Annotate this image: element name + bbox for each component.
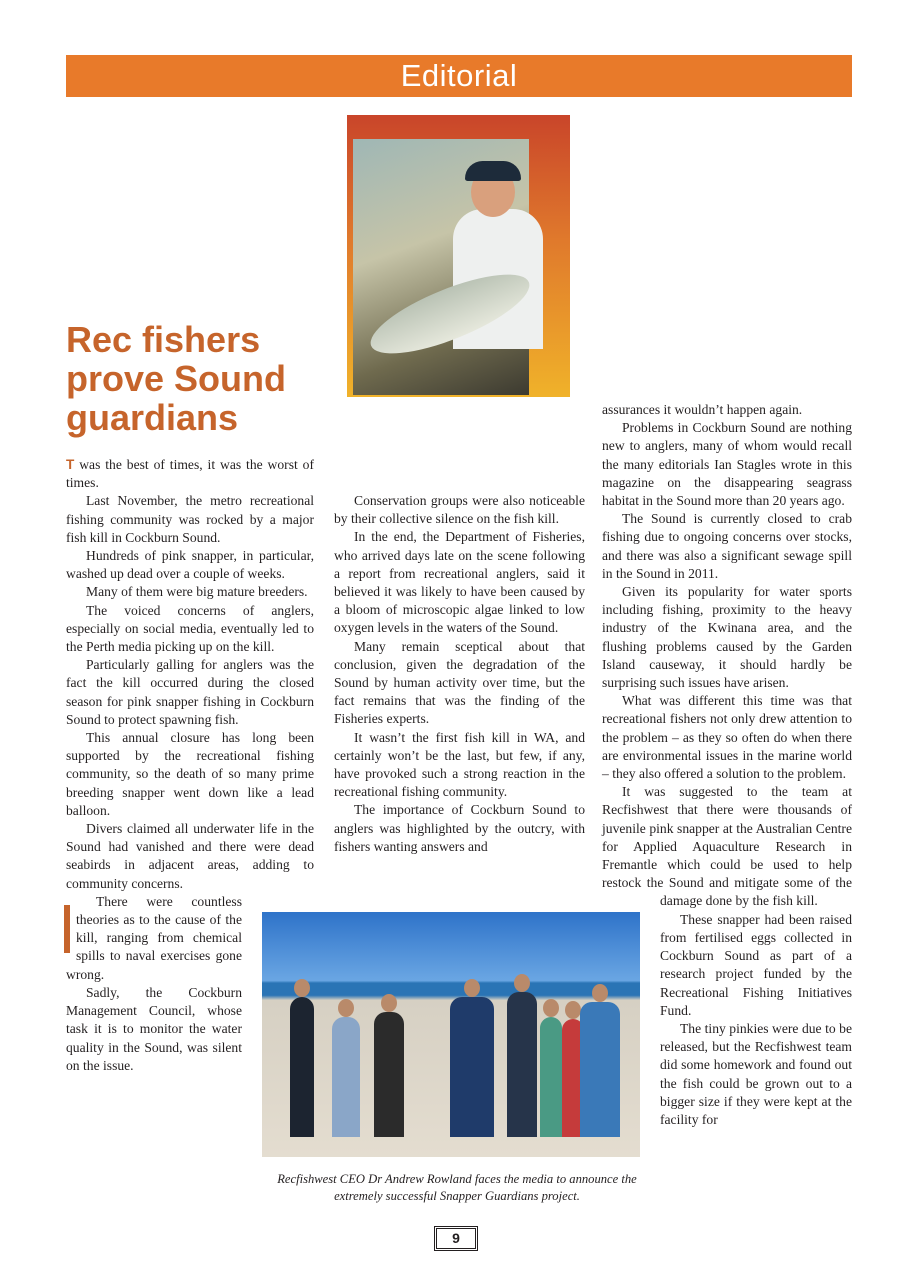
paragraph: The importance of Cockburn Sound to anglers was highlighted by the outcry, with fishers wanting answers and	[334, 802, 585, 854]
photo-caption: Recfishwest CEO Dr Andrew Rowland faces the media to announce the extremely successful Snapper Guardians project.	[277, 1172, 637, 1203]
paragraph: Sadly, the Cockburn Management Council, whose task it is to monitor the water quality in the Sound, was silent on the issue.	[66, 984, 242, 1073]
paragraph: What was different this time was that recreational fishers not only drew attention to the problem – as they so often do when there are environmental issues in the marine world – they also offered a solution to the problem.	[602, 693, 852, 782]
paragraph: Hundreds of pink snapper, in particular, washed up dead over a couple of weeks.	[66, 548, 314, 582]
paragraph: Divers claimed all underwater life in the Sound had vanished and there were dead seabirds in adjacent areas, adding to community concerns.	[66, 821, 314, 891]
paragraph: The Sound is currently closed to crab fishing due to ongoing concerns over stocks, and there was also a significant sewage spill in the Sound in 2011.	[602, 511, 852, 581]
paragraph: In the end, the Department of Fisheries, who arrived days late on the scene following a report from recreational anglers, said it believed it was likely to have been caused by a bloom of microscopic algae linked to low oxygen levels in the waters of the Sound.	[334, 529, 585, 636]
paragraph: assurances it wouldn’t happen again.	[602, 402, 803, 417]
media-conference-photo	[262, 912, 640, 1157]
paragraph: Last November, the metro recreational fishing community was rocked by a major fish kill in Cockburn Sound.	[66, 493, 314, 545]
page-number: 9	[434, 1226, 478, 1251]
paragraph: The tiny pinkies were due to be released, but the Recfishwest team did some homework and found out the fish could be grown out to a bigger size if they were kept at the facility for	[660, 1020, 852, 1127]
paragraph: It wasn’t the first fish kill in WA, and certainly won’t be the last, but few, if any, have provoked such a strong reaction in the recreational fishing community.	[334, 729, 585, 800]
paragraph: Particularly galling for anglers was the fact the kill occurred during the closed season for pink snapper fishing in Cockburn Sound to protect spawning fish.	[66, 657, 314, 727]
angler-with-fish-photo	[347, 115, 570, 397]
paragraph: There were countless theories as to the cause of the kill, ranging from chemical spills to naval exercises gone wrong.	[66, 893, 242, 982]
paragraph: Many remain sceptical about that conclusion, given the degradation of the Sound by human activity over time, but the fact remains that was the finding of the Fisheries experts.	[334, 638, 585, 727]
section-banner: Editorial	[66, 55, 852, 97]
paragraph: Conservation groups were also noticeable by their collective silence on the fish kill.	[334, 493, 585, 527]
paragraph: Problems in Cockburn Sound are nothing new to anglers, many of whom would recall the many editorials Ian Stagles wrote in this magazine on the disappearing seagrass habitat in the Sound more than 20 years ago.	[602, 420, 852, 509]
opening-paragraph: T was the best of times, it was the worst of times.	[66, 456, 314, 492]
drop-cap	[64, 905, 72, 957]
paragraph: This annual closure has long been supported by the recreational fishing community, so the death of so many prime breeding snapper went down like a lead balloon.	[66, 730, 314, 818]
paragraph: It was suggested to the team at Recfishwest that there were thousands of juvenile pink snapper at the Australian Centre for Applied Aquaculture Research in Fremantle which could be used to help restock the Sound and mitigate some of the damage done by the fish kill.	[602, 784, 852, 909]
paragraph: Many of them were big mature breeders.	[86, 584, 308, 600]
article-column-2	[334, 492, 585, 856]
headline: Rec fishers prove Sound guardians	[66, 319, 287, 438]
paragraph: Given its popularity for water sports including fishing, proximity to the heavy industry of the Kwinana area, and the flushing problems caused by the Garden Island causeway, it should hardly be surprising such issues have arisen.	[602, 584, 852, 691]
paragraph: These snapper had been raised from fertilised eggs collected in Cockburn Sound as part of a research project funded by the Recreational Fishing Initiatives Fund.	[660, 911, 852, 1018]
paragraph: The voiced concerns of anglers, especially on social media, eventually led to the Perth media picking up on the kill.	[66, 602, 314, 655]
